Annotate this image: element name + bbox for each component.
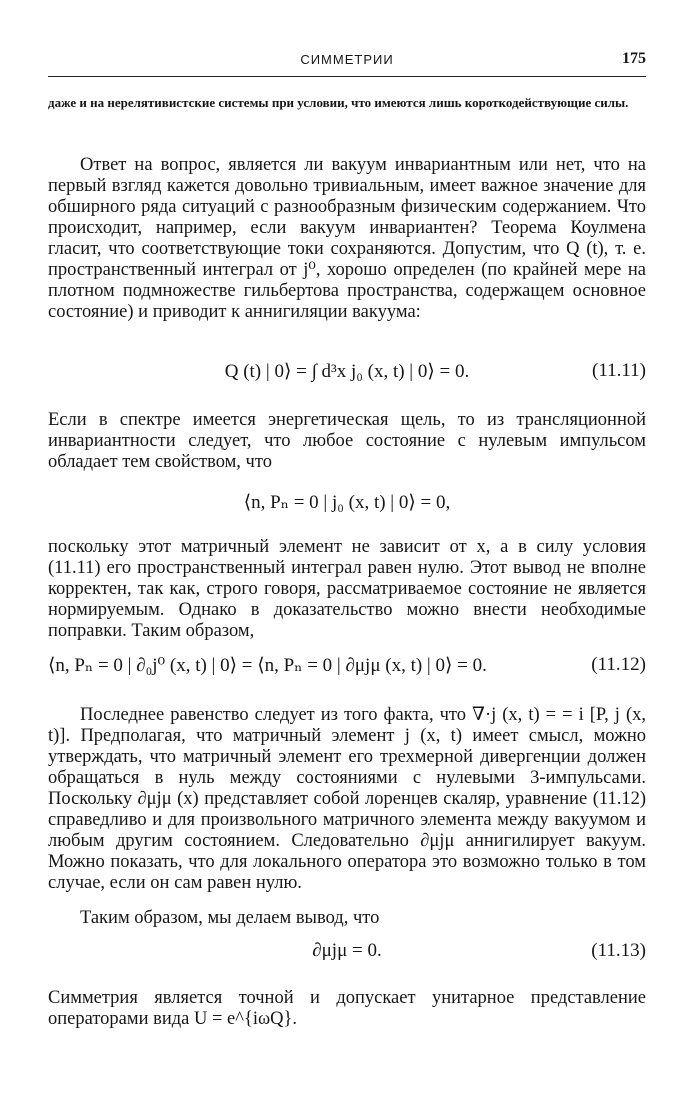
paragraph-divergence: Последнее равенство следует из того факта, что ∇·j (x, t) = = i [P, j (x, t)]. Предполагая, что матричный элемент j (x, t) имеет смысл, можно утверждать, что матричный элемент его трехмерной дивергенции должен обращаться в нуль между состояниями с нулевыми 3-импульсами. Поскольку ∂μjμ (x) представляет собой лоренцев скаляр, уравнение (11.12) справедливо и для произвольного матричного элемента между вакуумом и любым другим состоянием. Следовательно ∂μjμ аннигилирует вакуум. Можно показать, что для локального оператора это возможно только в том случае, если он сам равен нулю. — [48, 705, 646, 893]
equation-number: (11.11) — [592, 360, 646, 381]
page-number: 175 — [622, 50, 646, 67]
equation-unnumbered — [48, 491, 646, 517]
paragraph-conclusion-intro: Таким образом, мы делаем вывод, что — [80, 908, 380, 928]
paragraph-energy-gap: Если в спектре имеется энергетическая щель, то из трансляционной инвариантности следует, что любое состояние с нулевым импульсом обладает тем свойством, что — [48, 410, 646, 472]
equation-expression: ⟨n, Pₙ = 0 | j₀ (x, t) | 0⟩ = 0, — [243, 492, 451, 513]
paragraph-symmetry-exact: Симметрия является точной и допускает унитарное представление операторами вида U = e^{iωQ}. — [48, 988, 646, 1029]
footnote-text: даже и на нерелятивистские системы при условии, что имеются лишь короткодействующие силы. — [48, 95, 629, 110]
equation-11-13 — [48, 940, 646, 966]
equation-expression: ∂μjμ = 0. — [312, 940, 382, 961]
equation-11-12 — [48, 654, 646, 680]
paragraph-vacuum-invariance: Ответ на вопрос, является ли вакуум инвариантным или нет, что на первый взгляд кажется довольно тривиальным, имеет важное значение для обширного ряда ситуаций с разнообразным физическим содержанием. Что происходит, например, если вакуум инвариантен? Теорема Коулмена гласит, что соответствующие токи сохраняются. Допустим, что Q (t), т. е. пространственный интеграл от j⁰, хорошо определен (по крайней мере на плотном подмножестве гильбертова пространства, содержащем основное состояние) и приводит к аннигиляции вакуума: — [48, 155, 646, 322]
equation-expression: Q (t) | 0⟩ = ∫ d³x j₀ (x, t) | 0⟩ = 0. — [224, 361, 470, 382]
equation-number: (11.13) — [591, 940, 646, 961]
equation-11-11 — [48, 360, 646, 386]
equation-number: (11.12) — [591, 654, 646, 675]
running-title: СИММЕТРИИ — [300, 52, 394, 67]
running-header — [48, 50, 646, 77]
equation-expression: ⟨n, Pₙ = 0 | ∂₀j⁰ (x, t) | 0⟩ = ⟨n, Pₙ = 0 | ∂μjμ (x, t) | 0⟩ = 0. — [48, 655, 487, 676]
paragraph-matrix-element: поскольку этот матричный элемент не зависит от x, а в силу условия (11.11) его пространственный интеграл равен нулю. Этот вывод не вполне корректен, так как, строго говоря, рассматриваемое состояние не является нормируемым. Однако в доказательство можно внести необходимые поправки. Таким образом, — [48, 537, 646, 641]
